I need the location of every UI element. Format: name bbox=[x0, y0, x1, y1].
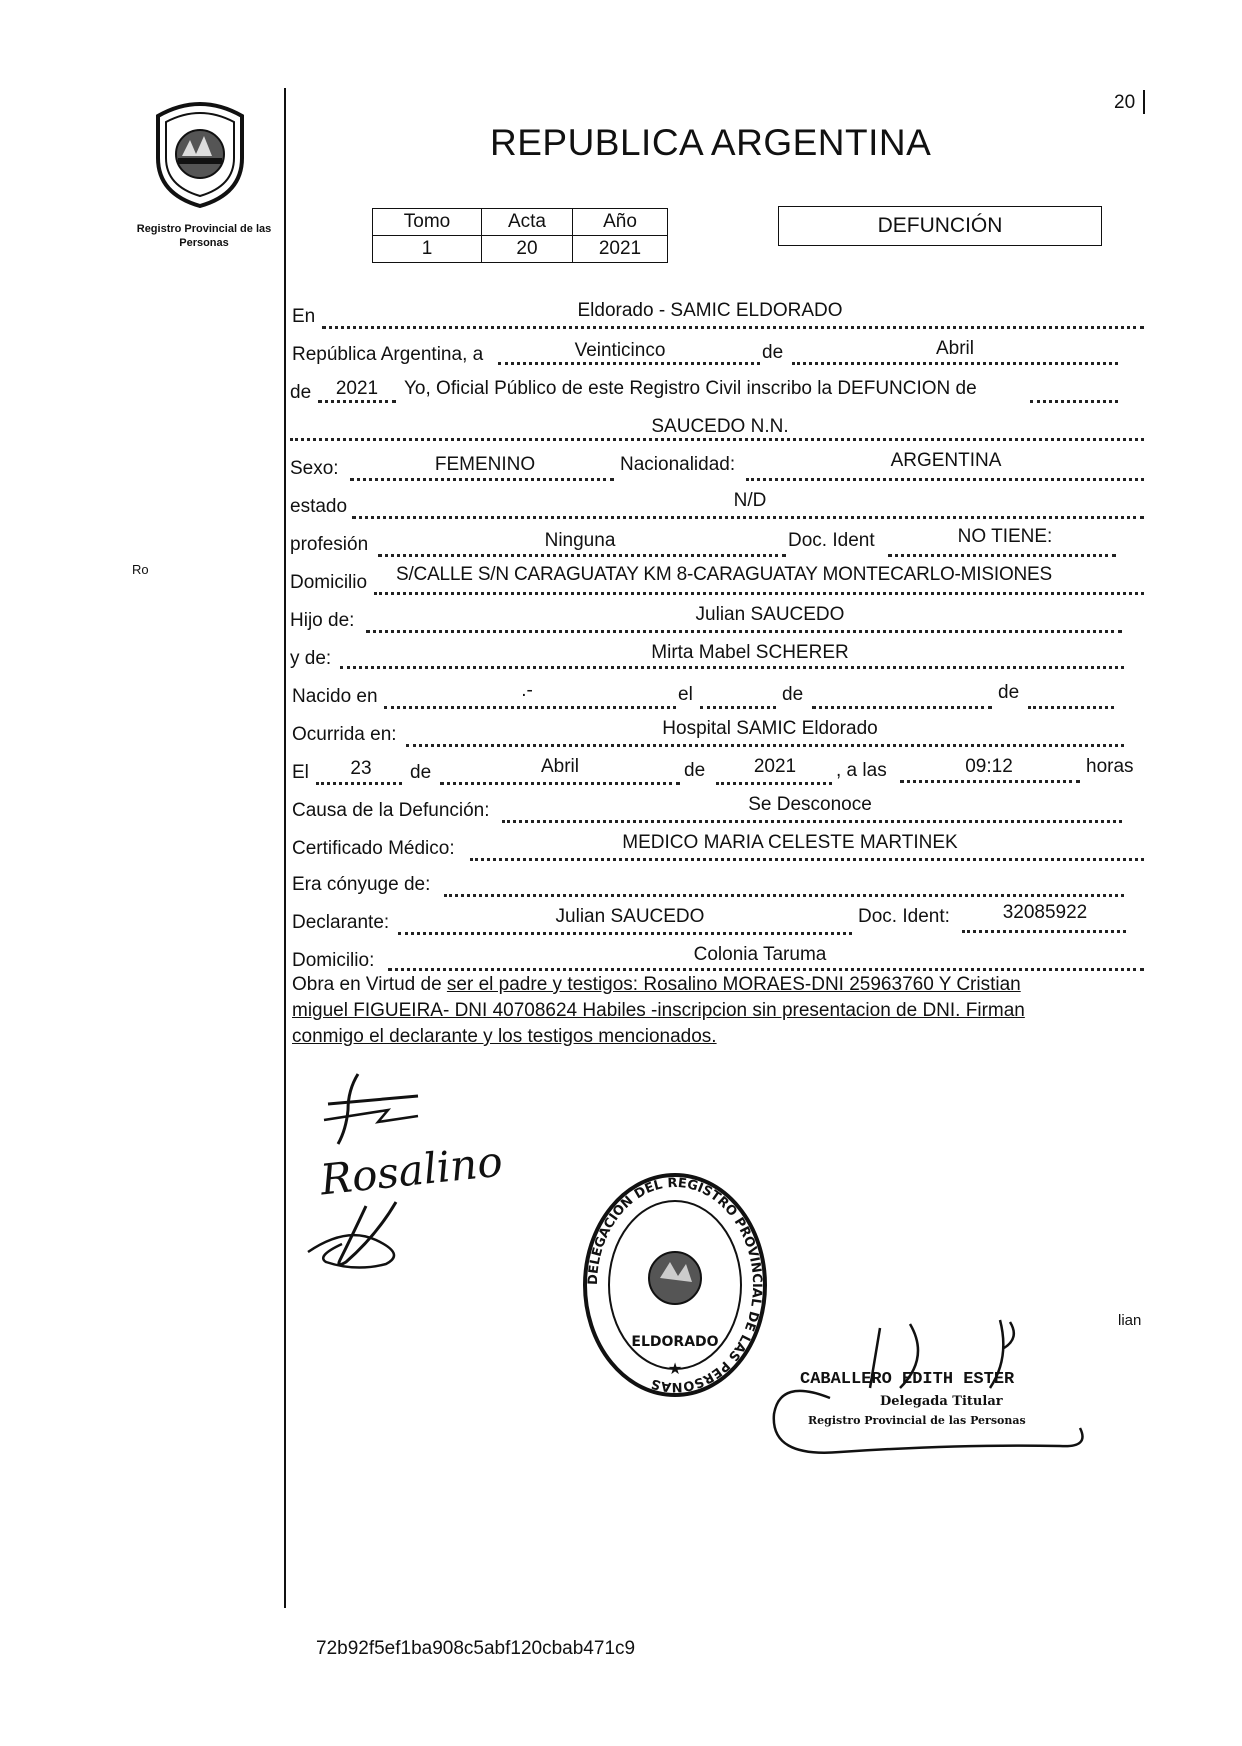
margin-fragment: lian bbox=[1118, 1312, 1142, 1329]
dotted-line bbox=[290, 438, 1144, 441]
header-anio: Año bbox=[573, 209, 668, 236]
dotted-line bbox=[812, 706, 992, 709]
y-de-label: y de: bbox=[290, 648, 332, 669]
nacido-separator: .- bbox=[521, 680, 533, 701]
page-title: REPUBLICA ARGENTINA bbox=[490, 122, 932, 163]
nacido-label: Nacido en bbox=[292, 686, 378, 707]
dotted-line bbox=[374, 592, 1144, 595]
obra-line-3: conmigo el declarante y los testigos mencionados. bbox=[292, 1026, 717, 1047]
death-year-value: 2021 bbox=[753, 756, 797, 777]
left-margin-line bbox=[284, 88, 286, 1608]
sexo-label: Sexo: bbox=[290, 458, 339, 479]
de-label: de bbox=[998, 682, 1020, 703]
profesion-label: profesión bbox=[290, 534, 369, 555]
certificado-label: Certificado Médico: bbox=[292, 838, 455, 859]
el-label: El bbox=[292, 762, 309, 783]
place-value: Eldorado - SAMIC ELDORADO bbox=[577, 300, 843, 321]
value-tomo: 1 bbox=[373, 236, 482, 263]
decl-doc-label: Doc. Ident: bbox=[858, 906, 950, 927]
death-month-value: Abril bbox=[540, 756, 579, 777]
dotted-line bbox=[502, 820, 1122, 823]
causa-value: Se Desconoce bbox=[748, 794, 872, 815]
mother-value: Mirta Mabel SCHERER bbox=[651, 642, 849, 663]
dotted-line bbox=[322, 326, 1144, 329]
declarante-label: Declarante: bbox=[292, 912, 390, 933]
value-anio: 2021 bbox=[573, 236, 668, 263]
a-las-label: , a las bbox=[836, 760, 887, 781]
official-seal bbox=[580, 1170, 770, 1405]
death-hour-value: 09:12 bbox=[965, 756, 1013, 777]
republica-label: República Argentina, a bbox=[292, 344, 484, 365]
dotted-line bbox=[792, 362, 1118, 365]
father-value: Julian SAUCEDO bbox=[695, 604, 845, 625]
official-registry: Registro Provincial de las Personas bbox=[808, 1414, 1026, 1427]
dotted-line bbox=[440, 782, 680, 785]
obra-line-1: ser el padre y testigos: Rosalino MORAES-DNI 25963760 Y Cristian bbox=[446, 974, 1021, 995]
doc-ident-label: Doc. Ident bbox=[788, 530, 875, 551]
domicilio-label: Domicilio bbox=[290, 572, 368, 593]
margin-mark: Ro bbox=[132, 562, 149, 577]
decl-domicilio-label: Domicilio: bbox=[292, 950, 375, 971]
dotted-line bbox=[352, 516, 1144, 519]
witness-signature-2 bbox=[306, 1196, 436, 1281]
el-label: el bbox=[678, 684, 693, 705]
dotted-line bbox=[350, 478, 614, 481]
record-table bbox=[372, 208, 668, 263]
de-label: de bbox=[782, 684, 804, 705]
dotted-line bbox=[406, 744, 1124, 747]
act-type-box: DEFUNCIÓN bbox=[778, 206, 1102, 246]
en-label: En bbox=[292, 306, 316, 327]
conyuge-label: Era cónyuge de: bbox=[292, 874, 431, 895]
dotted-line bbox=[318, 400, 396, 403]
official-role: Delegada Titular bbox=[880, 1394, 1003, 1409]
de-label: de bbox=[762, 342, 784, 363]
dotted-line bbox=[340, 666, 1124, 669]
death-day-value: 23 bbox=[350, 758, 372, 779]
header-acta: Acta bbox=[482, 209, 573, 236]
witness-signature-name: Rosalino bbox=[317, 1136, 505, 1205]
decl-domicilio-value: Colonia Taruma bbox=[693, 944, 827, 965]
dotted-line bbox=[1030, 400, 1118, 403]
ocurrida-value: Hospital SAMIC Eldorado bbox=[662, 718, 878, 739]
dotted-line bbox=[716, 782, 832, 785]
dotted-line bbox=[366, 630, 1122, 633]
dotted-line bbox=[746, 478, 1144, 481]
province-logo bbox=[148, 96, 252, 213]
dotted-line bbox=[316, 782, 402, 785]
causa-label: Causa de la Defunción: bbox=[292, 800, 490, 821]
profesion-value: Ninguna bbox=[544, 530, 616, 551]
dotted-line bbox=[900, 780, 1080, 783]
estado-value: N/D bbox=[733, 490, 767, 511]
horas-label: horas bbox=[1086, 756, 1134, 777]
page-number: 20 bbox=[1114, 92, 1136, 113]
official-name: CABALLERO EDITH ESTER bbox=[800, 1370, 1015, 1389]
dotted-line bbox=[962, 930, 1126, 933]
statement-text: Yo, Oficial Público de este Registro Civil inscribo la DEFUNCION de bbox=[404, 378, 977, 399]
registry-caption: Registro Provincial de las Personas bbox=[136, 223, 272, 249]
dotted-line bbox=[888, 554, 1116, 557]
de-label: de bbox=[684, 760, 706, 781]
month-value: Abril bbox=[935, 338, 974, 359]
decl-doc-value: 32085922 bbox=[1002, 902, 1088, 923]
right-margin-line bbox=[1143, 90, 1145, 114]
seal-city: ELDORADO bbox=[631, 1334, 719, 1350]
document-hash: 72b92f5ef1ba908c5abf120cbab471c9 bbox=[316, 1638, 636, 1659]
header-tomo: Tomo bbox=[373, 209, 482, 236]
hijo-label: Hijo de: bbox=[290, 610, 355, 631]
dotted-line bbox=[384, 706, 676, 709]
de-label: de bbox=[290, 382, 312, 403]
dotted-line bbox=[1028, 706, 1114, 709]
seal-text: DELEGACION DEL REGISTRO PROVINCIAL DE LAS PERSONAS bbox=[585, 1175, 765, 1395]
doc-ident-value: NO TIENE: bbox=[957, 526, 1053, 547]
dotted-line bbox=[378, 554, 786, 557]
day-value: Veinticinco bbox=[574, 340, 666, 361]
witness-signature-1 bbox=[318, 1070, 428, 1155]
obra-line-2: miguel FIGUEIRA- DNI 40708624 Habiles -inscripcion sin presentacion de DNI. Firman bbox=[292, 1000, 1025, 1021]
domicilio-value: S/CALLE S/N CARAGUATAY KM 8-CARAGUATAY MONTECARLO-MISIONES bbox=[396, 564, 1052, 585]
nacionalidad-label: Nacionalidad: bbox=[620, 454, 736, 475]
sexo-value: FEMENINO bbox=[434, 454, 536, 475]
dotted-line bbox=[388, 968, 1144, 971]
ocurrida-label: Ocurrida en: bbox=[292, 724, 397, 745]
estado-label: estado bbox=[290, 496, 348, 517]
dotted-line bbox=[444, 894, 1124, 897]
deceased-name: SAUCEDO N.N. bbox=[651, 416, 789, 437]
certificado-value: MEDICO MARIA CELESTE MARTINEK bbox=[622, 832, 958, 853]
obra-paragraph bbox=[292, 972, 1148, 1050]
nacionalidad-value: ARGENTINA bbox=[890, 450, 1002, 471]
de-label: de bbox=[410, 762, 432, 783]
obra-lead: Obra en Virtud de bbox=[292, 974, 442, 995]
dotted-line bbox=[498, 362, 760, 365]
dotted-line bbox=[470, 858, 1144, 861]
svg-text:★: ★ bbox=[667, 1359, 683, 1378]
dotted-line bbox=[398, 932, 852, 935]
dotted-line bbox=[700, 706, 776, 709]
year-value: 2021 bbox=[335, 378, 379, 399]
declarante-value: Julian SAUCEDO bbox=[555, 906, 705, 927]
value-acta: 20 bbox=[482, 236, 573, 263]
